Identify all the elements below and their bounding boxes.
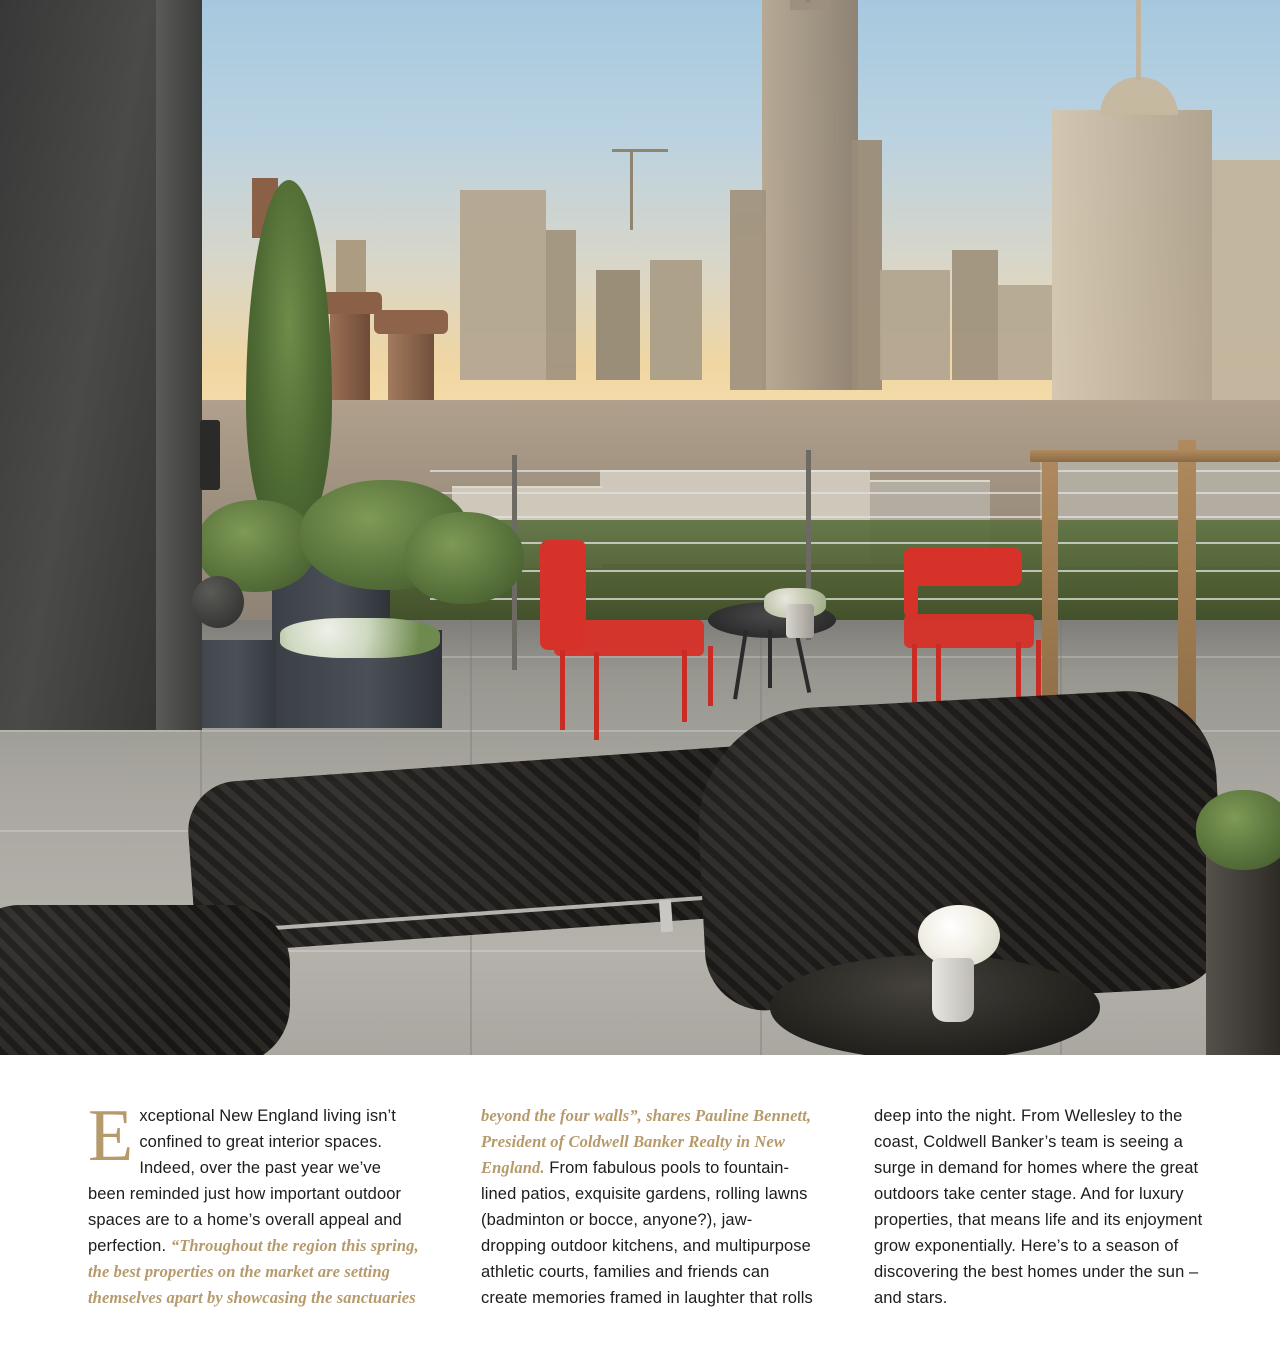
railing-top-rail	[1030, 450, 1280, 462]
skyline-tower-secondary	[730, 190, 766, 390]
drop-cap: E	[88, 1095, 134, 1177]
column-2-body: From fabulous pools to fountain-lined patios, exquisite gardens, rolling lawns (badminton or bocce, anyone?), jaw-dropping outdoor kitchens, and multipurpose athletic courts, families and friends can create memories framed in laughter that rolls	[481, 1159, 813, 1307]
column-1-body: xceptional New England living isn’t confined to great interior spaces. Indeed, over the past year we’ve been reminded just how important outdoor spaces are to a home’s overall appeal and perfection.	[88, 1107, 402, 1255]
skyline-midrise-4	[650, 260, 702, 380]
skyline-right-edge-building	[1212, 160, 1280, 410]
article-columns	[88, 1095, 1208, 1311]
red-patio-chair-left	[536, 540, 706, 730]
chair-leg	[560, 650, 565, 730]
skyline-midrise-2	[546, 230, 576, 380]
skyline-tower-antenna-base	[790, 0, 830, 10]
skyline-tower-third	[852, 140, 882, 390]
chair-leg	[708, 646, 713, 706]
bistro-table-leg	[768, 630, 772, 688]
construction-crane-mast	[630, 150, 633, 230]
article-column-3	[874, 1103, 1207, 1311]
chair-leg	[594, 652, 599, 740]
skyline-midrise-5	[880, 270, 950, 380]
chaise-leg	[659, 900, 673, 933]
column-2-paragraph	[481, 1103, 814, 1311]
right-planter-greenery	[1196, 790, 1280, 870]
chair-backrest	[904, 548, 1022, 586]
article-body	[0, 1055, 1280, 1359]
chair-back-post	[904, 548, 918, 618]
mechanical-block-edge	[156, 0, 202, 730]
chimney-cap-2	[374, 310, 448, 334]
skyline-crowned-building	[1052, 110, 1212, 410]
skyline-tower-main	[762, 0, 858, 390]
chair-leg	[1036, 640, 1041, 696]
outdoor-speaker	[192, 576, 244, 628]
chair-seat	[904, 614, 1034, 648]
white-vase	[932, 958, 974, 1022]
skyline-midrise-3	[596, 270, 640, 380]
skyline-midrise-7	[998, 285, 1052, 380]
white-flower-bed	[280, 618, 440, 658]
article-column-2	[481, 1103, 814, 1311]
skyline-spire	[1136, 0, 1141, 80]
table-vase	[786, 604, 814, 638]
wall-fixture	[200, 420, 220, 490]
construction-crane-jib	[612, 149, 668, 152]
article-column-1	[88, 1095, 421, 1311]
column-3-paragraph: deep into the night. From Wellesley to the coast, Coldwell Banker’s team is seeing a surge in demand for homes where the great outdoors take center stage. And for luxury properties, that means life and its enjoyment grow exponentially. Here’s to a season of discovering the best homes under the sun – and stars.	[874, 1107, 1203, 1307]
pull-quote-part-2: beyond the four walls”, shares Pauline Bennett, President of Coldwell Banker Realty in New England.	[481, 1106, 812, 1177]
woven-chaise-foreground	[0, 905, 290, 1055]
column-1-paragraph	[88, 1095, 421, 1311]
skyline-building-dome	[1100, 77, 1178, 115]
railing-cable	[430, 470, 1280, 472]
pull-quote-part-1: “Throughout the region this spring, the best properties on the market are setting themselves apart by showcasing the sanctuaries	[88, 1236, 419, 1307]
railing-cable	[430, 492, 1280, 494]
chair-leg	[682, 650, 687, 722]
shrub-right	[404, 512, 524, 604]
railing-cable	[430, 516, 1280, 518]
skyline-midrise-6	[952, 250, 998, 380]
skyline-midrise-1	[460, 190, 546, 380]
right-planter	[1206, 845, 1280, 1055]
skyline-antenna	[806, 0, 810, 2]
